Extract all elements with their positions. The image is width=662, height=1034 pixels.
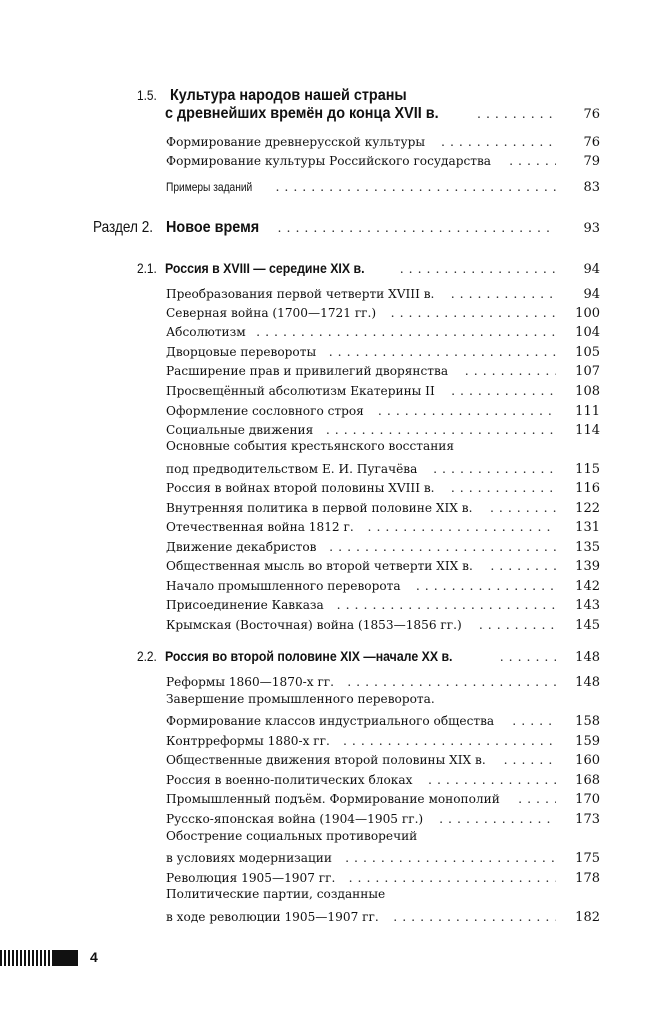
dot-leader bbox=[443, 380, 556, 399]
page-number: 76 bbox=[583, 107, 600, 122]
page-number: 135 bbox=[575, 540, 600, 555]
dot-leader bbox=[267, 176, 556, 195]
page-number: 114 bbox=[575, 423, 600, 438]
section-title-line2: с древнейших времён до конца XVII в. bbox=[165, 105, 439, 122]
dot-leader bbox=[335, 730, 556, 749]
section-number: 1.5. bbox=[137, 87, 157, 103]
section-number: 2.2. bbox=[137, 648, 157, 664]
page-number: 159 bbox=[575, 734, 600, 749]
page-number: 168 bbox=[575, 773, 600, 788]
dot-leader bbox=[510, 788, 556, 807]
dot-leader bbox=[443, 283, 556, 302]
dot-leader bbox=[431, 808, 556, 827]
toc-entry[interactable] bbox=[166, 302, 600, 321]
part-title: Новое время bbox=[166, 219, 260, 236]
entry-title: Формирование древнерусской культуры bbox=[166, 134, 426, 149]
section-number: 2.1. bbox=[137, 260, 157, 276]
toc-entry[interactable] bbox=[166, 867, 600, 886]
entry-title: Просвещённый абсолютизм Екатерины II bbox=[166, 383, 435, 398]
entry-title: Примеры заданий bbox=[166, 180, 253, 194]
toc-entry[interactable] bbox=[166, 477, 600, 496]
dot-leader bbox=[337, 847, 556, 866]
dot-leader bbox=[248, 321, 556, 340]
footer-page-number: 4 bbox=[90, 949, 98, 965]
toc-entry[interactable] bbox=[166, 380, 600, 399]
page-edge-marker bbox=[0, 950, 78, 966]
page-number: 94 bbox=[583, 262, 600, 277]
entry-title: Промышленный подъём. Формирование монополий bbox=[166, 791, 500, 806]
page-number: 107 bbox=[575, 364, 600, 379]
page-number: 111 bbox=[575, 404, 600, 419]
entry-title: под предводительством Е. И. Пугачёва bbox=[166, 461, 418, 476]
dot-leader bbox=[321, 341, 556, 360]
page-number: 131 bbox=[575, 520, 600, 535]
dot-leader bbox=[492, 646, 556, 665]
dot-leader bbox=[321, 536, 556, 555]
dot-leader bbox=[443, 477, 556, 496]
entry-title: Общественная мысль во второй четверти XIX в. bbox=[166, 558, 473, 573]
entry-title: Расширение прав и привилегий дворянства bbox=[166, 363, 449, 378]
toc-entry-section-2-1[interactable] bbox=[137, 258, 600, 277]
entry-title: Преобразования первой четверти XVIII в. bbox=[166, 286, 435, 301]
entry-title: Россия в военно-политических блоках bbox=[166, 772, 413, 787]
page-number: 115 bbox=[575, 462, 600, 477]
entry-title: Отечественная война 1812 г. bbox=[166, 519, 354, 534]
page-number: 108 bbox=[575, 384, 600, 399]
toc-entry[interactable] bbox=[166, 341, 600, 360]
entry-title: Крымская (Восточная) война (1853—1856 гг.) bbox=[166, 617, 462, 632]
toc-entry[interactable] bbox=[166, 594, 600, 613]
page-number: 182 bbox=[575, 910, 600, 925]
entry-title: Реформы 1860—1870-х гг. bbox=[166, 674, 335, 689]
page-number: 170 bbox=[575, 792, 600, 807]
entry-title: Революция 1905—1907 гг. bbox=[166, 870, 336, 885]
entry-title: в ходе революции 1905—1907 гг. bbox=[166, 909, 379, 924]
toc-entry-section-2-2[interactable] bbox=[137, 646, 600, 665]
toc-entry[interactable] bbox=[166, 283, 600, 302]
dot-leader bbox=[469, 103, 556, 122]
page-number: 94 bbox=[583, 287, 600, 302]
toc-entry-examples[interactable] bbox=[166, 176, 600, 195]
toc-entry[interactable] bbox=[166, 614, 600, 633]
toc-entry-section-1-5[interactable] bbox=[137, 103, 600, 123]
toc-entry[interactable] bbox=[166, 497, 600, 516]
page-number: 76 bbox=[583, 135, 600, 150]
section-title: Россия в XVIII — середине XIX в. bbox=[165, 260, 365, 276]
page-number: 83 bbox=[583, 180, 600, 195]
entry-title-line1: Политические партии, созданные bbox=[166, 886, 386, 901]
entry-title: Движение декабристов bbox=[166, 539, 317, 554]
page-number: 79 bbox=[583, 154, 600, 169]
dot-leader bbox=[425, 458, 556, 477]
toc-entry[interactable] bbox=[166, 360, 600, 379]
entry-title: Общественные движения второй половины XIX в. bbox=[166, 752, 486, 767]
dot-leader bbox=[482, 555, 556, 574]
entry-title: Северная война (1700—1721 гг.) bbox=[166, 305, 377, 320]
entry-title: Внутренняя политика в первой половине XIX в. bbox=[166, 500, 473, 515]
toc-entry[interactable] bbox=[166, 749, 600, 768]
page-number: 100 bbox=[575, 306, 600, 321]
dot-leader bbox=[471, 614, 556, 633]
page-number: 142 bbox=[575, 579, 600, 594]
page-number: 160 bbox=[575, 753, 600, 768]
dot-leader bbox=[370, 400, 556, 419]
dot-leader bbox=[420, 769, 556, 788]
toc-entry[interactable] bbox=[166, 710, 600, 729]
dot-leader bbox=[433, 131, 556, 150]
entry-title: Начало промышленного переворота bbox=[166, 578, 401, 593]
toc-entry[interactable] bbox=[166, 321, 600, 340]
toc-entry[interactable] bbox=[166, 458, 600, 477]
page-number: 173 bbox=[575, 812, 600, 827]
section-1-5-heading bbox=[137, 85, 433, 105]
toc-entry[interactable] bbox=[166, 847, 600, 866]
dot-leader bbox=[383, 302, 556, 321]
entry-title-line1: Завершение промышленного переворота. bbox=[166, 691, 435, 706]
page-number: 178 bbox=[575, 871, 600, 886]
dot-leader bbox=[339, 671, 556, 690]
entry-title: Формирование классов индустриального общества bbox=[166, 713, 495, 728]
toc-entry[interactable] bbox=[166, 906, 600, 925]
dot-leader bbox=[496, 749, 556, 768]
entry-title: в условиях модернизации bbox=[166, 850, 332, 865]
entry-title-line1: Обострение социальных противоречий bbox=[166, 828, 418, 843]
section-title-line1: Культура народов нашей страны bbox=[170, 87, 407, 104]
page-number: 143 bbox=[575, 598, 600, 613]
dot-leader bbox=[318, 419, 556, 438]
dot-leader bbox=[504, 710, 556, 729]
dot-leader bbox=[341, 867, 556, 886]
page-number: 139 bbox=[575, 559, 600, 574]
entry-title: Присоединение Кавказа bbox=[166, 597, 324, 612]
toc-entry[interactable] bbox=[166, 730, 600, 749]
entry-title: Абсолютизм bbox=[166, 324, 246, 339]
page-number: 122 bbox=[575, 501, 600, 516]
entry-title: Социальные движения bbox=[166, 422, 314, 437]
dot-leader bbox=[408, 575, 556, 594]
page-number: 116 bbox=[575, 481, 600, 496]
page-number: 145 bbox=[575, 618, 600, 633]
toc-entry[interactable] bbox=[166, 131, 600, 150]
page-number: 148 bbox=[575, 675, 600, 690]
entry-title: Дворцовые перевороты bbox=[166, 344, 317, 359]
page-number: 158 bbox=[575, 714, 600, 729]
entry-title: Россия в войнах второй половины XVIII в. bbox=[166, 480, 435, 495]
toc-entry[interactable] bbox=[166, 769, 600, 788]
dot-leader bbox=[270, 217, 556, 236]
page-number: 93 bbox=[583, 221, 600, 236]
page-number: 175 bbox=[575, 851, 600, 866]
dot-leader bbox=[501, 150, 556, 169]
toc-entry[interactable] bbox=[166, 808, 600, 827]
entry-title-line1: Основные события крестьянского восстания bbox=[166, 438, 455, 453]
entry-title: Контрреформы 1880-х гг. bbox=[166, 733, 330, 748]
toc-entry[interactable] bbox=[166, 536, 600, 555]
dot-leader bbox=[385, 906, 556, 925]
toc-entry[interactable] bbox=[166, 400, 600, 419]
toc-entry[interactable] bbox=[166, 150, 600, 169]
page-number: 104 bbox=[575, 325, 600, 340]
entry-title: Русско-японская война (1904—1905 гг.) bbox=[166, 811, 424, 826]
toc-entry[interactable] bbox=[166, 788, 600, 807]
dot-leader bbox=[360, 516, 556, 535]
section-title: Россия во второй половине XIX —начале XX в. bbox=[165, 648, 453, 664]
toc-entry[interactable] bbox=[166, 419, 600, 438]
dot-leader bbox=[457, 360, 556, 379]
toc-entry[interactable] bbox=[166, 575, 600, 594]
entry-title: Формирование культуры Российского государства bbox=[166, 153, 492, 168]
toc-entry[interactable] bbox=[166, 671, 600, 690]
toc-entry[interactable] bbox=[166, 555, 600, 574]
toc-entry-part-2[interactable] bbox=[93, 217, 600, 237]
part-label: Раздел 2. bbox=[93, 219, 154, 236]
toc-entry[interactable] bbox=[166, 516, 600, 535]
dot-leader bbox=[392, 258, 556, 277]
dot-leader bbox=[482, 497, 556, 516]
page-number: 148 bbox=[575, 650, 600, 665]
entry-title: Оформление сословного строя bbox=[166, 403, 364, 418]
dot-leader bbox=[329, 594, 556, 613]
page-number: 105 bbox=[575, 345, 600, 360]
